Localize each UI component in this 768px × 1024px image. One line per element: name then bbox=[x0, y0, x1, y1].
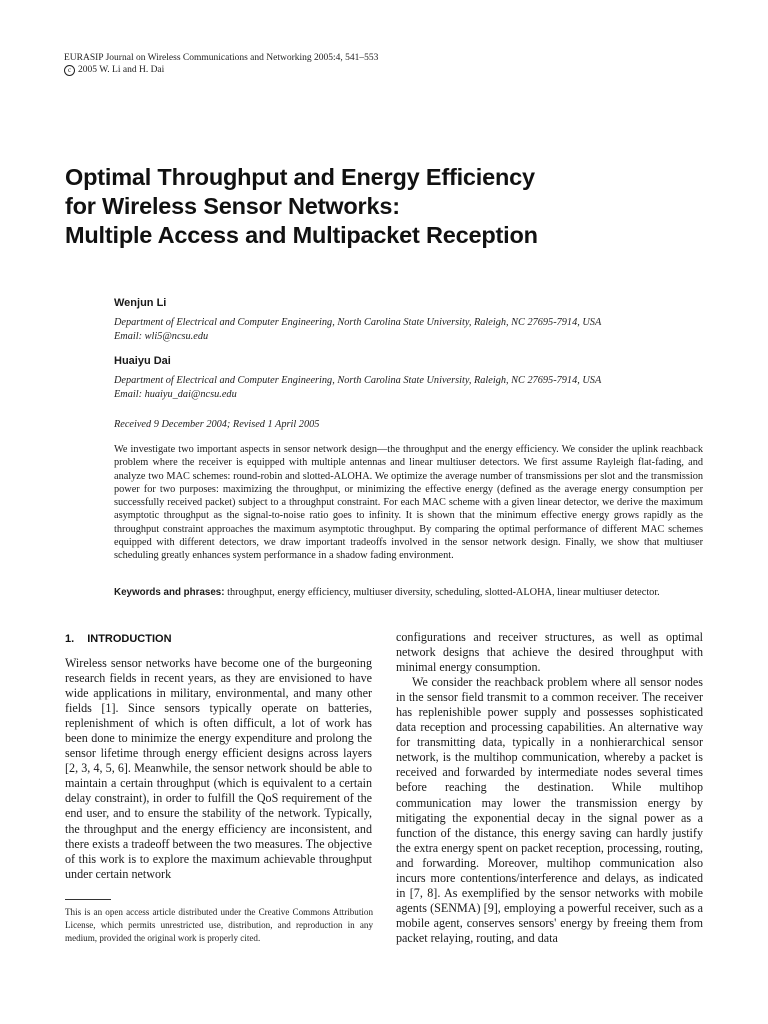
author-affiliation: Department of Electrical and Computer Engineering, North Carolina State University, Raleigh, NC 27695-7914, USA bbox=[114, 317, 602, 328]
keywords-text: throughput, energy efficiency, multiuser diversity, scheduling, slotted-ALOHA, linear multiuser detector. bbox=[227, 587, 660, 598]
author-email: Email: wli5@ncsu.edu bbox=[114, 330, 209, 342]
abstract: We investigate two important aspects in sensor network design—the throughput and the energy efficiency. We consider the uplink reachback problem where the receiver is equipped with multiple antennas and linear multiuser detectors. We first assume Rayleigh flat-fading, and analyze two MAC schemes: round-robin and slotted-ALOHA. We optimize the average number of transmissions per slot and the transmission power for two purposes: maximizing the throughput, or minimizing the effective energy (defined as the average energy consumption per successfully received packet) subject to a throughput constraint. For each MAC scheme with a given linear detector, we derive the maximum asymptotic throughput as the signal-to-noise ratio goes to infinity. It is shown that the minimum effective energy grows rapidly as the throughput constraint approaches the maximum asymptotic throughput. By comparing the optimal performance of different MAC schemes equipped with different detectors, we draw important tradeoffs involved in the sensor network design. Finally, we show that multiuser scheduling greatly enhances system performance in a shadow fading environment. bbox=[114, 444, 703, 562]
section-number: 1. bbox=[65, 633, 75, 645]
author-block-2 bbox=[114, 354, 714, 401]
received-dates: Received 9 December 2004; Revised 1 April 2005 bbox=[114, 419, 320, 430]
license-footnote: This is an open access article distributed under the Creative Commons Attribution License, which permits unrestricted use, distribution, and reproduction in any medium, provided the original work is properly cited. bbox=[65, 907, 373, 943]
author-name: Huaiyu Dai bbox=[114, 355, 171, 367]
journal-citation: EURASIP Journal on Wireless Communications and Networking 2005:4, 541–553 bbox=[64, 53, 379, 63]
title-line-3: Multiple Access and Multipacket Reception bbox=[65, 222, 538, 248]
section-title: INTRODUCTION bbox=[87, 633, 172, 645]
footnote-divider bbox=[65, 899, 111, 900]
section-heading bbox=[65, 632, 172, 646]
copyright-text: 2005 W. Li and H. Dai bbox=[78, 65, 165, 75]
author-email: Email: huaiyu_dai@ncsu.edu bbox=[114, 388, 237, 400]
right-column bbox=[396, 630, 703, 946]
paper-title bbox=[65, 163, 705, 250]
keywords-label: Keywords and phrases: bbox=[114, 587, 225, 598]
journal-header bbox=[64, 52, 378, 76]
copyright-icon: c bbox=[64, 65, 75, 76]
body-paragraph: Wireless sensor networks have become one of the burgeoning research fields in recent years, as they are envisioned to have wide applications in military, environmental, and many other fields [1]. Since sensors typically operate on batteries, replenishment of which is often difficult, a lot of work has been done to minimize the energy expenditure and prolong the sensor lifetime through energy efficient designs across layers [2, 3, 4, 5, 6]. Meanwhile, the sensor network should be able to maintain a certain throughput (which is equivalent to a certain delay constraint), in order to fulfill the QoS requirement of the end user, and to ensure the stability of the network. Typically, the throughput and the energy efficiency are inconsistent, and there exists a tradeoff between the two measures. The objective of this work is to explore the maximum achievable throughput under certain network bbox=[65, 656, 372, 881]
title-line-1: Optimal Throughput and Energy Efficiency bbox=[65, 164, 535, 190]
author-name: Wenjun Li bbox=[114, 297, 167, 309]
body-paragraph: configurations and receiver structures, as well as optimal network designs that achieve the desired throughput with minimal energy consumption. bbox=[396, 630, 703, 675]
author-affiliation: Department of Electrical and Computer Engineering, North Carolina State University, Raleigh, NC 27695-7914, USA bbox=[114, 375, 602, 386]
keywords bbox=[114, 586, 714, 599]
copyright-line bbox=[64, 64, 378, 76]
title-line-2: for Wireless Sensor Networks: bbox=[65, 193, 400, 219]
body-paragraph: We consider the reachback problem where all sensor nodes in the sensor field transmit to a common receiver. The receiver has replenishible power supply and possesses sophisticated data reception and processing capabilities. An alternative way for transmitting data, typically in a nonhierarchical sensor network, is the multihop communication, whereby a packet is received and forwarded by intermediate nodes several times before reaching the destination. While multihop communication may lower the transmission energy by mitigating the exponential decay in the signal power as a function of the distance, this energy saving can hardly justify the extra energy spent on packet reception, processing, routing, and forwarding. Moreover, multihop communication also incurs more contentions/interference and delays, as indicated in [7, 8]. As exemplified by the sensor networks with mobile agents (SENMA) [9], employing a powerful receiver, such as a mobile agent, conserves sensors' energy by freeing them from packet relaying, routing, and data bbox=[396, 675, 703, 945]
left-column bbox=[65, 656, 372, 882]
author-block-1 bbox=[114, 296, 714, 343]
